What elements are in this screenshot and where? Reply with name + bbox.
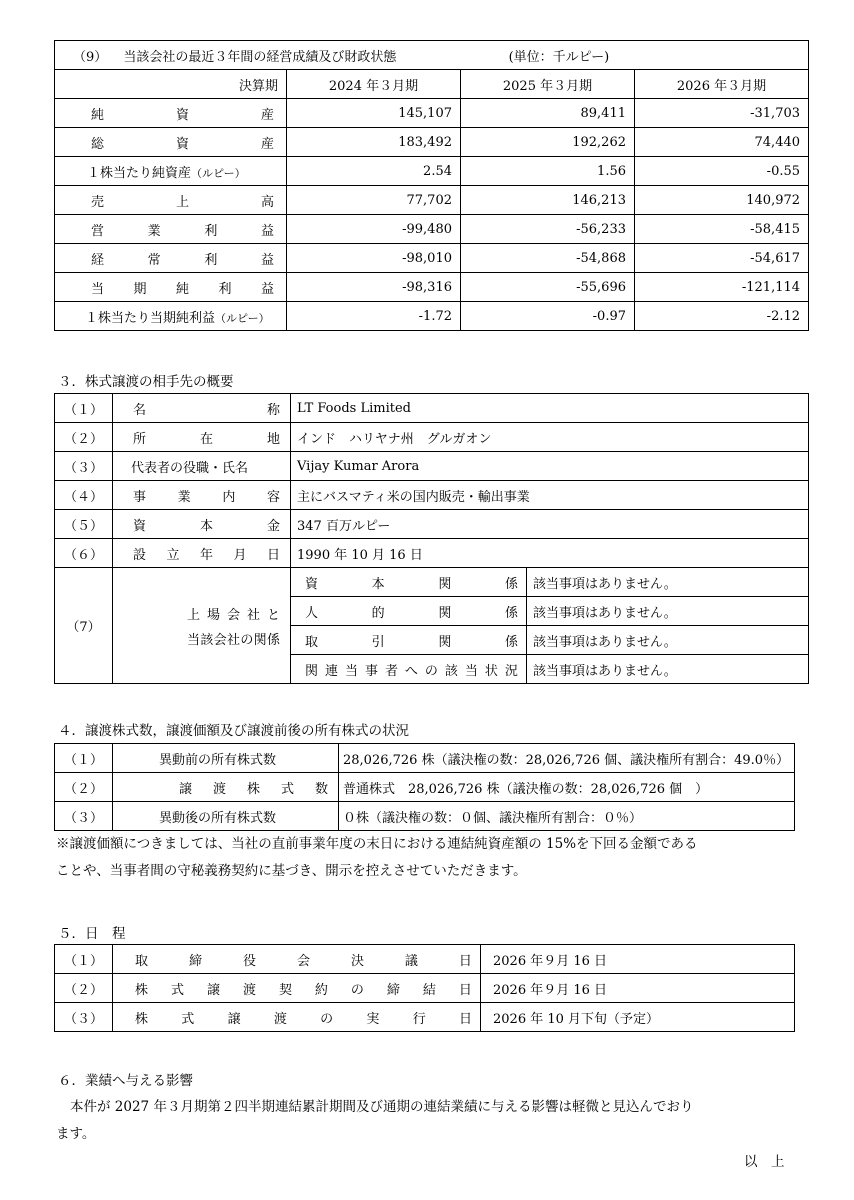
row-value: 2026 年９月 16 日 [481,974,795,1003]
label-text: １株当たり純資産 [87,165,192,181]
financial-row-label [55,99,287,128]
label-char: 事 [364,663,378,679]
note-line: ※譲渡価額につきましては、当社の直前事業年度の末日における連結純資産額の 15%を下回る金額である [56,836,698,852]
label-char: 会 [213,632,227,648]
label-char: 該 [200,632,214,648]
label-char: 該 [444,663,458,679]
row-label [113,394,291,423]
row-label [113,539,291,568]
row-value: ０株（議決権の数：０個、議決権所有割合：０％） [339,802,795,831]
row-number: （６） [55,539,113,568]
label-char: 関 [253,632,267,648]
row-number: （５） [55,510,113,539]
label-char: 決 [350,953,364,969]
label-char: の [320,1011,334,1027]
row-label [113,510,291,539]
label-char: 年 [199,547,213,563]
label-char: 社 [246,607,260,623]
transfer-price-note [56,831,796,885]
label-char: 譲 [206,982,220,998]
financial-results-table [54,40,809,331]
row-value: 2026 年９月 16 日 [481,945,795,974]
label-char: 業 [177,489,191,505]
label-char: 締 [386,982,400,998]
financial-value: 74,440 [635,128,809,157]
row-label: 代表者の役職・氏名 [113,452,291,481]
financial-value: 77,702 [287,186,461,215]
row-number: （２） [55,773,113,802]
label-char: 高 [260,194,274,210]
row-number: （３） [55,1003,113,1032]
label-char: 事 [133,489,147,505]
counterparty-row [55,452,809,481]
relation-label [113,568,291,684]
label-char: 渡 [273,1011,287,1027]
label-char: 日 [458,953,472,969]
label-char: 株 [246,781,260,797]
label-char: 人 [305,605,319,621]
row-label [113,423,291,452]
label-char: 係 [504,634,518,650]
financial-value: 183,492 [287,128,461,157]
counterparty-row [55,539,809,568]
label-char: と [266,607,280,623]
label-char: 名 [133,402,147,418]
relation-item-label [291,626,527,655]
label-char: 常 [147,252,161,268]
label-char: 地 [266,431,280,447]
label-char: 渡 [212,781,226,797]
financial-value: -2.12 [635,302,809,331]
label-char: 係 [504,605,518,621]
label-char: 係 [266,632,280,648]
label-char: 取 [305,634,319,650]
label-char: 数 [314,781,328,797]
label-char: 営 [91,223,105,239]
label-char: 上 [175,194,189,210]
financial-value: -98,316 [287,273,461,302]
period-header: 2025 年３月期 [461,70,635,99]
financial-row [55,128,809,157]
row-label [113,481,291,510]
label-char: 資 [175,136,189,152]
section-5-heading: ５．日 程 [58,926,126,942]
label-unit: （ルピー） [215,311,270,325]
financial-value: -31,703 [635,99,809,128]
financial-row-label [55,128,287,157]
label-char: 約 [314,982,328,998]
row-value: 2026 年 10 月下旬（予定） [481,1003,795,1032]
paragraph-line: ます。 [56,1126,96,1142]
relation-item-value: 該当事項はありません。 [527,655,809,684]
label-char: 当 [344,663,358,679]
row-value: LT Foods Limited [291,394,809,423]
label-char: 業 [147,223,161,239]
label-char: 産 [260,107,274,123]
label-char: 月 [233,547,247,563]
shares-row [55,802,795,831]
relation-item-value: 該当事項はありません。 [527,626,809,655]
financial-row-label [55,157,287,186]
financial-value: 1.56 [461,157,635,186]
relation-item-value: 該当事項はありません。 [527,568,809,597]
counterparty-row [55,423,809,452]
label-char: 状 [484,663,498,679]
closing-mark: 以 上 [744,1154,785,1170]
financial-row-label [55,186,287,215]
label-char: の [424,663,438,679]
financial-value: -54,868 [461,244,635,273]
label-char: の [350,982,364,998]
financial-table-title-row [55,41,809,70]
financial-value: -55,696 [461,273,635,302]
label-char: 式 [181,1011,195,1027]
shares-table [54,743,795,831]
financial-header-row [55,70,809,99]
label-char: 益 [260,223,274,239]
label-char: 者 [384,663,398,679]
label-char: 的 [371,605,385,621]
row-number: （２） [55,974,113,1003]
row-value: Vijay Kumar Arora [291,452,809,481]
label-char: 式 [280,781,294,797]
row-number: （１） [55,945,113,974]
counterparty-row [55,394,809,423]
label-char: 日 [266,547,280,563]
financial-value: -54,617 [635,244,809,273]
shares-row [55,773,795,802]
financial-row [55,273,809,302]
financial-table-title: 当該会社の最近３年間の経営成績及び財政状態 [123,49,397,65]
label-char: 締 [188,953,202,969]
schedule-row [55,1003,795,1032]
relation-item-label [291,655,527,684]
label-char: 株 [135,1011,149,1027]
period-header: 2026 年３月期 [635,70,809,99]
relation-item-value: 該当事項はありません。 [527,597,809,626]
financial-value: -58,415 [635,215,809,244]
label-char: 引 [371,634,385,650]
relation-item-label [291,597,527,626]
financial-row [55,157,809,186]
schedule-row [55,945,795,974]
schedule-table [54,944,795,1032]
financial-row [55,99,809,128]
financial-value: -1.72 [287,302,461,331]
label-char: 資 [133,518,147,534]
financial-table-number: （9） [73,49,108,65]
label-char: 渡 [242,982,256,998]
label-char: 金 [266,518,280,534]
financial-row-label [55,273,287,302]
period-header: 2024 年３月期 [287,70,461,99]
row-number: （３） [55,802,113,831]
financial-value: -0.55 [635,157,809,186]
financial-value: 2.54 [287,157,461,186]
row-value: 1990 年 10 月 16 日 [291,539,809,568]
row-value: 28,026,726 株（議決権の数：28,026,726 個、議決権所有割合：49.0％） [339,744,795,773]
label-char: 当 [91,281,105,297]
row-number: （４） [55,481,113,510]
relation-item-label [291,568,527,597]
note-line: ことや、当事者間の守秘義務契約に基づき、開示を控えさせていただきます。 [56,863,527,879]
label-char: 当 [187,632,201,648]
label-char: 益 [260,252,274,268]
label-char: の [240,632,254,648]
financial-value: 145,107 [287,99,461,128]
label-char: 在 [199,431,213,447]
counterparty-row [55,510,809,539]
label-text: １株当たり当期純利益 [85,310,216,326]
financial-value: 192,262 [461,128,635,157]
label-char: 設 [133,547,147,563]
label-char: 期 [133,281,147,297]
row-label: 異動前の所有株式数 [113,744,339,773]
label-char: 契 [278,982,292,998]
label-char: 株 [135,982,149,998]
label-char: 本 [371,576,385,592]
section-6-heading: ６．業績へ与える影響 [58,1073,193,1089]
label-char: 譲 [179,781,193,797]
section-3-heading: ３．株式譲渡の相手先の概要 [58,374,234,390]
financial-value: 140,972 [635,186,809,215]
label-char: 社 [226,632,240,648]
label-char: 内 [222,489,236,505]
label-char: 経 [91,252,105,268]
label-char: 会 [296,953,310,969]
label-char: 容 [266,489,280,505]
label-char: 係 [504,576,518,592]
financial-row [55,302,809,331]
label-char: 関 [438,576,452,592]
section-4-heading: ４．譲渡株式数，譲渡価額及び譲渡前後の所有株式の状況 [58,723,409,739]
shares-row [55,744,795,773]
label-char: 関 [438,605,452,621]
financial-value: -121,114 [635,273,809,302]
row-number: （１） [55,394,113,423]
counterparty-table [54,393,809,684]
financial-value: -99,480 [287,215,461,244]
label-unit: （ルピー） [191,166,246,180]
label-char: 会 [226,607,240,623]
financial-value: -0.97 [461,302,635,331]
financial-value: -56,233 [461,215,635,244]
financial-row [55,244,809,273]
label-char: 場 [206,607,220,623]
financial-row [55,186,809,215]
financial-row-label [55,215,287,244]
row-value: 主にバスマティ米の国内販売・輸出事業 [291,481,809,510]
label-char: 益 [260,281,274,297]
schedule-row [55,974,795,1003]
counterparty-row [55,481,809,510]
row-label [113,773,339,802]
label-char: 利 [204,223,218,239]
label-char: 実 [366,1011,380,1027]
paragraph-line: 本件が 2027 年３月期第２四半期連結累計期間及び通期の連結業績に与える影響は軽微と見込んでおり [70,1099,694,1115]
impact-paragraph [56,1094,796,1148]
row-number: （３） [55,452,113,481]
label-char: 本 [199,518,213,534]
financial-row-label [55,244,287,273]
row-value: 347 百万ルピー [291,510,809,539]
label-char: 資 [305,576,319,592]
row-value: インド ハリヤナ州 グルガオン [291,423,809,452]
label-char: 日 [458,982,472,998]
label-char: 役 [242,953,256,969]
row-number: （２） [55,423,113,452]
label-char: 関 [305,663,319,679]
label-char: 利 [218,281,232,297]
label-char: 資 [175,107,189,123]
label-char: 連 [324,663,338,679]
row-number: （１） [55,744,113,773]
label-char: 況 [504,663,518,679]
label-char: 当 [464,663,478,679]
label-char: 議 [404,953,418,969]
label-char: 立 [166,547,180,563]
label-char: 取 [135,953,149,969]
financial-value: 146,213 [461,186,635,215]
financial-value: -98,010 [287,244,461,273]
label-char: 日 [458,1011,472,1027]
label-char: 式 [170,982,184,998]
label-char: 所 [133,431,147,447]
row-label [113,945,481,974]
financial-table-unit: (単位：千ルピー) [508,49,610,65]
label-char: 総 [91,136,105,152]
label-char: 売 [91,194,105,210]
row-label: 異動後の所有株式数 [113,802,339,831]
financial-value: 89,411 [461,99,635,128]
label-char: 称 [266,402,280,418]
label-char: へ [404,663,418,679]
period-label: 決算期 [55,70,287,99]
row-label [113,1003,481,1032]
label-char: 純 [91,107,105,123]
label-char: 利 [204,252,218,268]
financial-row [55,215,809,244]
label-char: 純 [175,281,189,297]
row-value: 普通株式 28,026,726 株（議決権の数：28,026,726 個 ） [339,773,795,802]
label-char: 産 [260,136,274,152]
row-label [113,974,481,1003]
financial-row-label [55,302,287,331]
label-char: 譲 [227,1011,241,1027]
label-char: 関 [438,634,452,650]
relation-number: （7） [55,568,113,684]
label-char: 行 [412,1011,426,1027]
label-char: 結 [422,982,436,998]
label-char: 上 [187,607,201,623]
